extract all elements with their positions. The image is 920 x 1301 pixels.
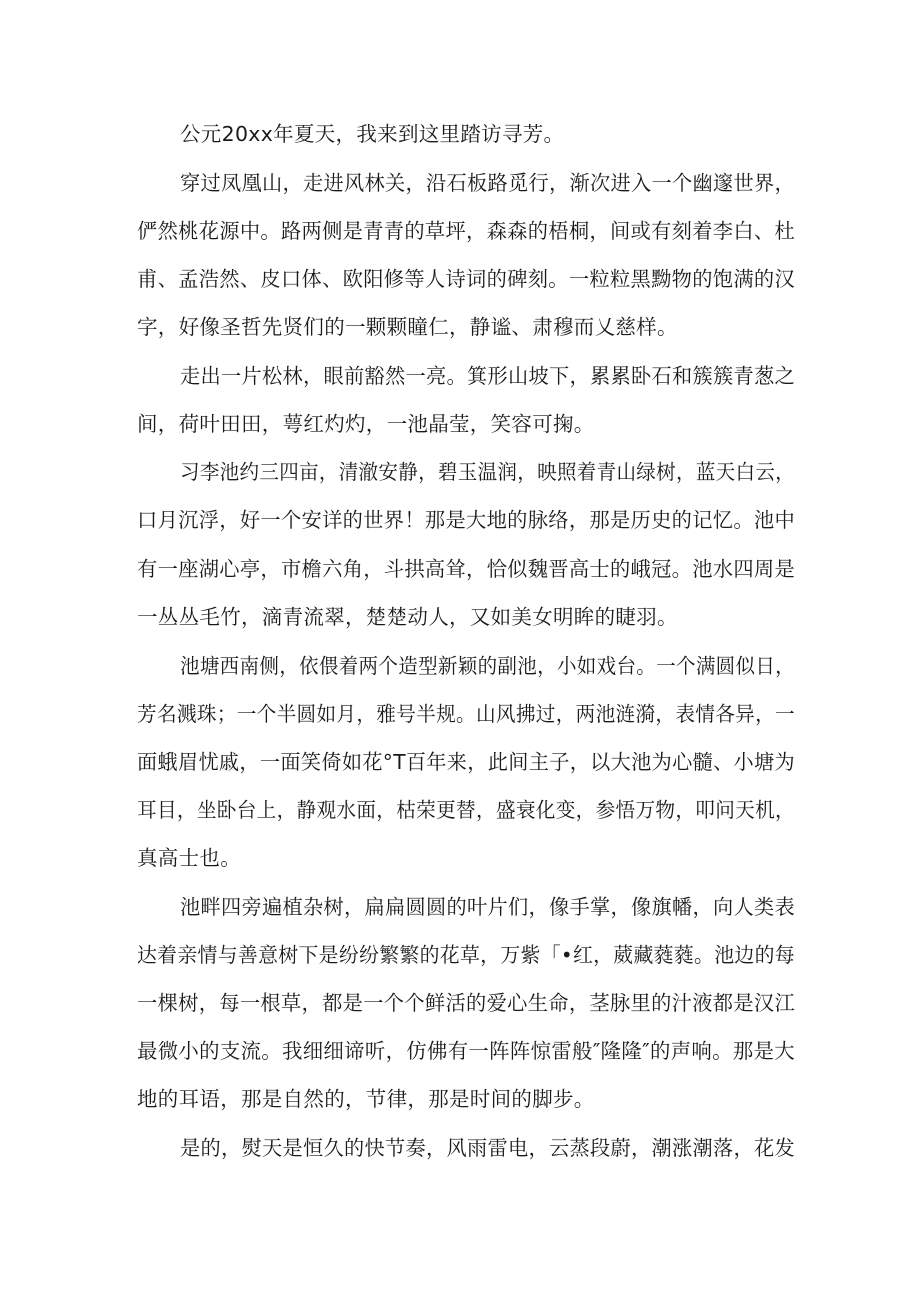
text-line: 芳名溅珠；一个半圆如月，雅号半规。山风拂过，两池涟漪，表情各异，一 bbox=[137, 702, 795, 726]
text-line: 达着亲情与善意树下是纷纷繁繁的花草，万紫「•红，葳藏蕤蕤。池边的每 bbox=[137, 943, 795, 967]
text-line: 公元20xx年夏天，我来到这里踏访寻芳。 bbox=[180, 122, 565, 146]
text-line: 地的耳语，那是自然的，节律，那是时间的脚步。 bbox=[137, 1087, 595, 1111]
text-line: 走出一片松林，眼前豁然一亮。箕形山坡下，累累卧石和簇簇青葱之 bbox=[180, 364, 796, 388]
text-line: 字，好像圣哲先贤们的一颗颗瞳仁，静谧、肃穆而乂慈样。 bbox=[137, 315, 678, 339]
text-line: 最微小的支流。我细细谛听，仿佛有一阵阵惊雷般″隆隆″的声响。那是大 bbox=[137, 1039, 796, 1063]
text-line: 口月沉浮，好一个安详的世界！那是大地的脉络，那是历史的记忆。池中 bbox=[137, 508, 796, 532]
text-line: 甫、孟浩然、皮口体、欧阳修等人诗词的碑刻。一粒粒黑黝物的饱满的汉 bbox=[137, 267, 796, 291]
text-line: 一丛丛毛竹，滴青流翠，楚楚动人，又如美女明眸的睫羽。 bbox=[137, 605, 678, 629]
text-line: 一棵树，每一根草，都是一个个鲜活的爱心生命，茎脉里的汁液都是汉江 bbox=[137, 991, 796, 1015]
text-line: 习李池约三四亩，清澈安静，碧玉温润，映照着青山绿树，蓝天白云， bbox=[180, 460, 796, 484]
text-line: 穿过凤凰山，走进风林关，沿石板路觅行，渐次进入一个幽邃世界， bbox=[180, 171, 796, 195]
text-line: 耳目，坐卧台上，静观水面，枯荣更替，盛衰化变，参悟万物，叩问天机， bbox=[137, 798, 795, 822]
text-line: 池塘西南侧，依偎着两个造型新颖的副池，小如戏台。一个满圆似日， bbox=[180, 654, 796, 678]
text-line: 真高士也。 bbox=[137, 846, 241, 870]
text-line: 俨然桃花源中。路两侧是青青的草坪，森森的梧桐，间或有刻着李白、杜 bbox=[137, 219, 796, 243]
text-line: 有一座湖心亭，市檐六角，斗拱高耸，恰似魏晋高士的峨冠。池水四周是 bbox=[137, 557, 796, 581]
text-line: 是的，熨天是恒久的快节奏，风雨雷电，云蒸段蔚，潮涨潮落，花发 bbox=[180, 1136, 796, 1160]
text-line: 面蛾眉忧戚，一面笑倚如花°T百年来，此间主子，以大池为心髓、小塘为 bbox=[137, 750, 796, 774]
text-line: 池畔四旁遍植杂树，扁扁圆圆的叶片们，像手掌，像旗幡，向人类表 bbox=[180, 895, 796, 919]
text-line: 间，荷叶田田，萼红灼灼，一池晶莹，笑容可掬。 bbox=[137, 412, 595, 436]
